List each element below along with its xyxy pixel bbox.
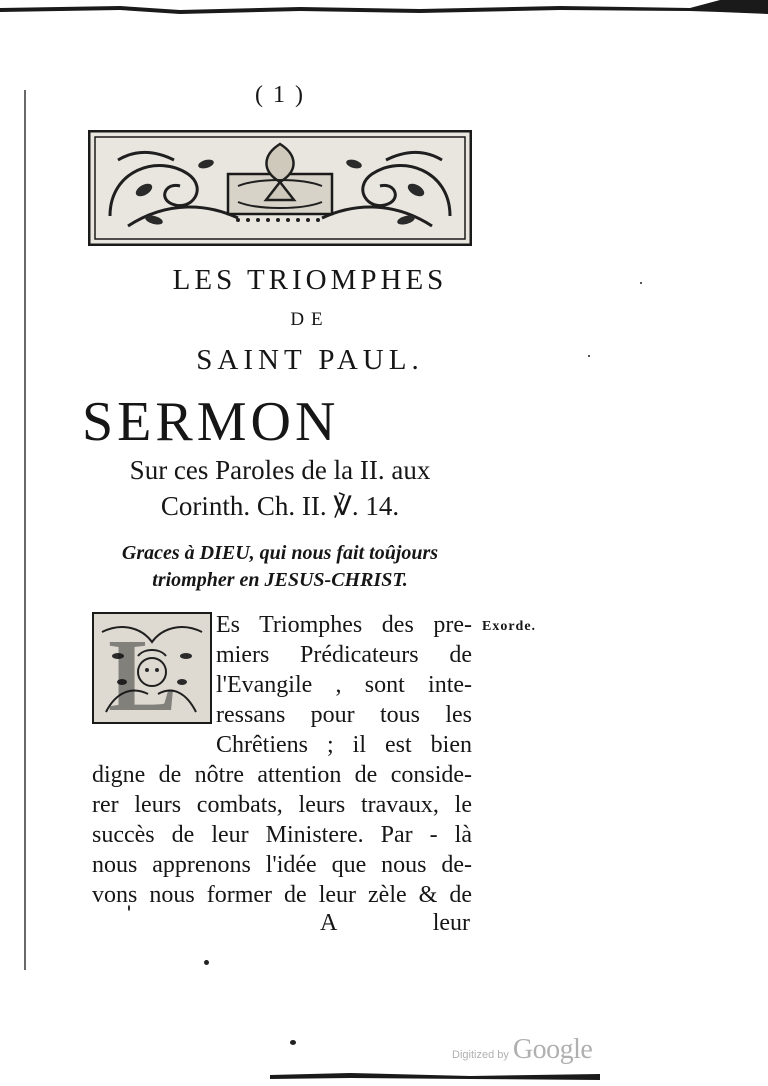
body-line-4: ressans pour tous les <box>216 702 472 728</box>
title-sermon: SERMON <box>82 391 340 453</box>
body-line-3: l'Evangile , sont inte- <box>216 672 472 698</box>
drop-cap-letter: L <box>108 618 178 724</box>
subtitle-line-2: Corinth. Ch. II. ℣. 14. <box>160 491 400 521</box>
floral-headpiece-ornament-icon <box>88 130 472 246</box>
body-line-7: rer leurs combats, leurs travaux, le <box>92 792 472 818</box>
epigraph-line-2: triompher en JESUS-CHRIST. <box>152 569 408 591</box>
body-line-8: succès de leur Ministere. Par - là <box>92 822 472 848</box>
ink-speck <box>290 1040 296 1045</box>
scan-top-edge <box>0 0 768 18</box>
body-line-10: vons nous former de leur zèle & de <box>92 882 472 908</box>
subtitle <box>80 452 480 524</box>
title-line-3: SAINT PAUL. <box>196 344 424 376</box>
page-number: ( 1 ) <box>255 82 305 108</box>
title-line-1: LES TRIOMPHES <box>172 264 448 296</box>
signature-mark: A <box>320 910 338 936</box>
body-line-6: digne de nôtre attention de conside- <box>92 762 472 788</box>
decorated-initial-letter <box>92 612 212 724</box>
binding-edge <box>24 90 26 970</box>
epigraph <box>80 540 480 594</box>
title-line-2: DE <box>290 309 330 330</box>
body-line-1: Es Triomphes des pre- <box>216 612 472 638</box>
body-line-2: miers Prédicateurs de <box>216 642 472 668</box>
ink-speck <box>640 282 642 284</box>
body-line-5: Chrêtiens ; il est bien <box>216 732 472 758</box>
body-line-9: nous apprenons l'idée que nous de- <box>92 852 472 878</box>
catchword: leur <box>432 910 470 936</box>
digitized-watermark <box>452 1034 592 1066</box>
margin-note: Exorde. <box>482 619 537 634</box>
ink-speck <box>204 960 209 965</box>
watermark-prefix: Digitized by <box>452 1049 509 1061</box>
ink-speck <box>588 355 590 357</box>
scan-bottom-edge <box>270 1070 600 1082</box>
watermark-brand: Google <box>512 1034 593 1065</box>
epigraph-line-1: Graces à DIEU, qui nous fait toûjours <box>121 542 439 564</box>
subtitle-line-1: Sur ces Paroles de la II. aux <box>129 455 431 485</box>
